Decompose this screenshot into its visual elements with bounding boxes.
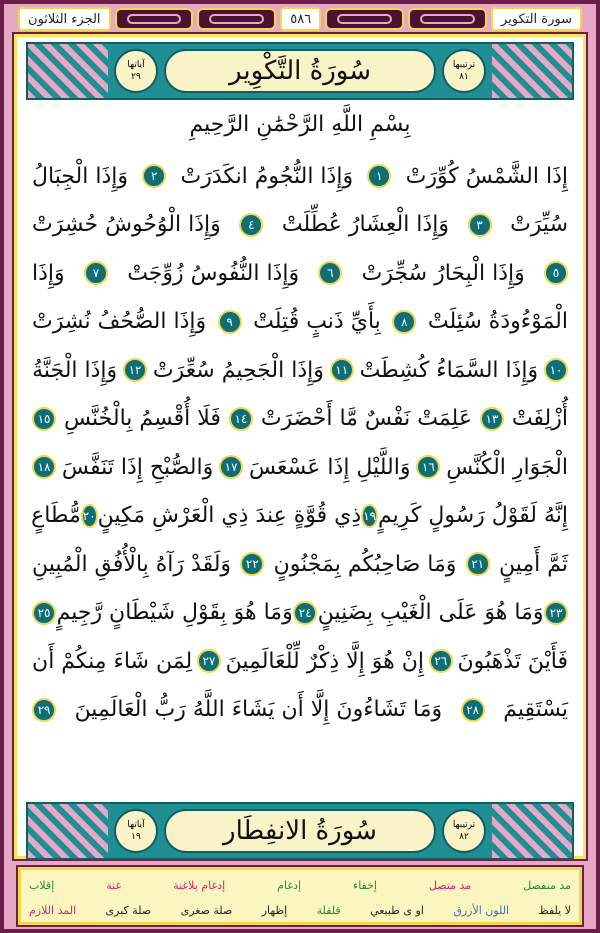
verse-text: وَإِذَا الْجِبَالُ — [32, 163, 128, 189]
legend-item: إخفاء — [353, 879, 377, 892]
verse-text: مُّطَاعٍ — [31, 503, 81, 529]
page-number: ٥٨٦ — [280, 7, 321, 31]
ayah-number-marker: ٢٠ — [81, 504, 98, 528]
verse-text: وَإِذَا الصُّحُفُ نُشِرَتْ — [32, 309, 207, 335]
ayah-number-marker: ٤ — [239, 213, 263, 237]
ayah-number-marker: ١٢ — [123, 358, 147, 382]
ayah-number-marker: ٢٨ — [461, 698, 485, 722]
surah-order-badge — [442, 49, 486, 93]
verse-text: إِنَّهُ لَقَوْلُ رَسُولٍ كَرِيمٍ — [378, 503, 568, 529]
verse-text: الْمَوْءُودَةُ سُئِلَتْ — [427, 309, 568, 335]
verse-line — [32, 637, 568, 686]
legend-item: إقلاب — [29, 879, 55, 892]
legend-item: إدغام بلاغنة — [173, 879, 226, 892]
verse-text: أُزْلِفَتْ — [511, 406, 568, 432]
verse-text: وَإِذَا السَّمَاءُ كُشِطَتْ — [359, 357, 539, 383]
ayat-label: آياتها — [127, 60, 145, 70]
legend-item: صلة كبرى — [105, 904, 152, 917]
verse-text: وَإِذَا الْجَنَّةُ — [32, 357, 118, 383]
verse-text: وَمَا صَاحِبُكُم بِمَجْنُونٍ — [273, 551, 457, 577]
ayah-number-marker: ٢١ — [466, 552, 490, 576]
ayah-number-marker: ٢٥ — [32, 601, 56, 625]
ayah-number-marker: ١٦ — [416, 455, 440, 479]
verse-text: وَإِذَا الْجَحِيمُ سُعِّرَتْ — [152, 357, 324, 383]
verse-line — [32, 152, 568, 201]
ornament — [28, 44, 108, 98]
verse-line — [32, 443, 568, 492]
verse-text: فَلَا أُقْسِمُ بِالْخُنَّسِ — [63, 406, 221, 432]
verse-line — [32, 249, 568, 298]
ayat-count-badge — [114, 49, 158, 93]
ayah-number-marker: ١٨ — [32, 455, 56, 479]
verse-line — [32, 589, 568, 638]
verse-text: الْجَوَارِ الْكُنَّسِ — [446, 454, 568, 480]
verse-text: وَإِذَا الْوُحُوشُ حُشِرَتْ — [32, 212, 221, 238]
ornament — [197, 8, 276, 30]
verse-text: وَالصُّبْحِ إِذَا تَنَفَّسَ — [61, 454, 214, 480]
verse-line — [32, 201, 568, 250]
verse-line — [32, 540, 568, 589]
ornament — [28, 804, 108, 858]
verse-text: لِمَن شَاءَ مِنكُمْ أَن — [32, 648, 193, 674]
tajweed-legend — [18, 867, 582, 925]
verse-text: وَمَا هُوَ بِقَوْلِ شَيْطَانٍ رَّجِيمٍ — [56, 600, 293, 626]
verse-text: وَإِذَا النُّجُومُ انكَدَرَتْ — [180, 163, 354, 189]
ayah-number-marker: ٢٦ — [429, 649, 453, 673]
legend-item: غنة — [106, 879, 122, 892]
ayah-number-marker: ٨ — [392, 310, 416, 334]
ayat-value: ١٩ — [131, 832, 141, 842]
ayah-number-marker: ١٤ — [229, 407, 253, 431]
ayah-number-marker: ١١ — [330, 358, 354, 382]
verse-text: إِذَا الشَّمْسُ كُوِّرَتْ — [405, 163, 568, 189]
verse-line — [32, 492, 568, 541]
ayah-number-marker: ١٧ — [219, 455, 243, 479]
verse-text: وَلَقَدْ رَآهُ بِالْأُفُقِ الْمُبِينِ — [32, 551, 232, 577]
verse-text: وَاللَّيْلِ إِذَا عَسْعَسَ — [249, 454, 411, 480]
surah-title: سُورَةُ التَّكْوِير — [164, 49, 436, 93]
order-value: ٨٢ — [459, 832, 469, 842]
ornament — [408, 8, 487, 30]
ayah-number-marker: ٢٩ — [32, 698, 56, 722]
legend-item: صلة صغرى — [180, 904, 233, 917]
surah-order-badge — [442, 809, 486, 853]
verse-text: إِنْ هُوَ إِلَّا ذِكْرٌ لِّلْعَالَمِينَ — [225, 648, 425, 674]
verse-text: وَمَا تَشَاءُونَ إِلَّا أَن يَشَاءَ اللَّهُ رَبُّ الْعَالَمِينَ — [74, 697, 443, 723]
ayah-number-marker: ٢٧ — [197, 649, 221, 673]
ayah-number-marker: ٢٣ — [544, 601, 568, 625]
legend-item: او ى طبيعي — [370, 904, 424, 917]
ayah-number-marker: ٩ — [218, 310, 242, 334]
legend-item: مد منفصل — [523, 879, 571, 892]
legend-item: إدغام — [277, 879, 302, 892]
ayat-value: ٢٩ — [131, 72, 141, 82]
ayah-number-marker: ١٠ — [544, 358, 568, 382]
legend-item: إظهار — [261, 904, 288, 917]
surah-title: سُورَةُ الانفِطَار — [164, 809, 436, 853]
ornament — [492, 44, 572, 98]
verse-text: يَسْتَقِيمَ — [503, 697, 568, 723]
order-label: ترتيبها — [452, 820, 476, 830]
verse-text: وَإِذَا الْبِحَارُ سُجِّرَتْ — [361, 260, 525, 286]
verse-line — [32, 686, 568, 735]
verse-text: سُيِّرَتْ — [510, 212, 568, 238]
legend-item: اللون الأزرق — [453, 904, 510, 917]
ayah-number-marker: ٢ — [142, 164, 166, 188]
ornament — [325, 8, 404, 30]
ayah-number-marker: ٢٢ — [240, 552, 264, 576]
verse-line — [32, 395, 568, 444]
ayah-number-marker: ٢٤ — [293, 601, 317, 625]
ayah-number-marker: ١٩ — [361, 504, 378, 528]
order-label: ترتيبها — [452, 60, 476, 70]
verse-line — [32, 346, 568, 395]
ayah-number-marker: ٧ — [84, 261, 108, 285]
ayah-number-marker: ١ — [367, 164, 391, 188]
surah-banner-infitar — [26, 802, 574, 860]
legend-row — [29, 898, 571, 923]
legend-item: مد متصل — [428, 879, 472, 892]
legend-item: قلقلة — [316, 904, 341, 917]
surah-name-label: سورة التكوير — [491, 7, 582, 31]
verse-text: ذِي قُوَّةٍ عِندَ ذِي الْعَرْشِ مَكِينٍ — [97, 503, 362, 529]
verse-text: وَإِذَا — [32, 260, 65, 286]
verse-line — [32, 298, 568, 347]
ayah-number-marker: ١٥ — [32, 407, 56, 431]
order-value: ٨١ — [459, 72, 469, 82]
ayah-number-marker: ١٣ — [480, 407, 504, 431]
verse-text: ثَمَّ أَمِينٍ — [498, 551, 568, 577]
ayah-number-marker: ٣ — [468, 213, 492, 237]
basmala: بِسْمِ اللَّهِ الرَّحْمَٰنِ الرَّحِيمِ — [189, 112, 411, 137]
ornament — [115, 8, 194, 30]
verse-text: وَإِذَا النُّفُوسُ زُوِّجَتْ — [127, 260, 300, 286]
ornament — [492, 804, 572, 858]
ayah-number-marker: ٦ — [318, 261, 342, 285]
legend-item: لا يلفظ — [538, 904, 571, 917]
verse-text: بِأَيِّ ذَنبٍ قُتِلَتْ — [253, 309, 381, 335]
verse-text: عَلِمَتْ نَفْسٌ مَّا أَحْضَرَتْ — [260, 406, 472, 432]
ayah-number-marker: ٥ — [544, 261, 568, 285]
verse-lines — [32, 152, 568, 734]
verse-text: وَإِذَا الْعِشَارُ عُطِّلَتْ — [281, 212, 449, 238]
verse-text: وَمَا هُوَ عَلَى الْغَيْبِ بِضَنِينٍ — [317, 600, 544, 626]
page-header — [18, 6, 582, 32]
verse-text: فَأَيْنَ تَذْهَبُونَ — [457, 648, 568, 674]
ayat-label: آياتها — [127, 820, 145, 830]
ayat-count-badge — [114, 809, 158, 853]
legend-row — [29, 873, 571, 898]
surah-banner-takwir — [26, 42, 574, 100]
legend-item: المد اللازم — [29, 904, 77, 917]
juz-label: الجزء الثلاثون — [18, 7, 111, 31]
